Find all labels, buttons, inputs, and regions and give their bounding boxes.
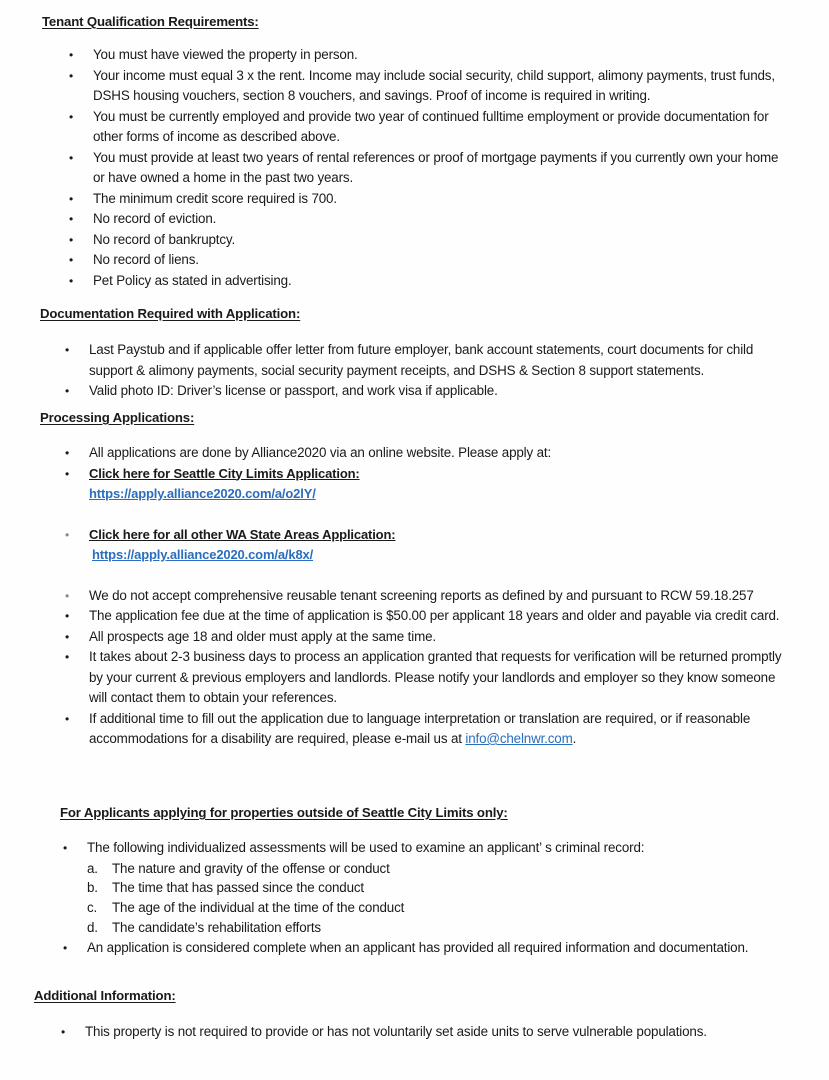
bullet-icon: • <box>64 527 70 542</box>
bullet-icon: • <box>62 940 68 955</box>
list-item: • The minimum credit score required is 700. <box>66 189 786 210</box>
bullet-icon: • <box>68 253 74 267</box>
bullet-icon: • <box>60 1025 66 1039</box>
bullet-icon: • <box>64 650 70 664</box>
list-item: • No record of liens. <box>66 250 786 271</box>
list-item: • Last Paystub and if applicable offer letter from future employer, bank account statements, court documents for child support & alimony payments, social security payment receipts, and DSHS & Section 8 support statements. <box>62 340 792 381</box>
outside-seattle-list <box>60 838 780 958</box>
bullet-icon: • <box>64 384 70 398</box>
bullet-icon: • <box>64 609 70 623</box>
list-item-seattle-application <box>62 464 792 505</box>
list-item: • You must provide at least two years of rental references or proof of mortgage payments if you currently own your home or have owned a home in the past two years. <box>66 148 786 189</box>
wa-application-url[interactable]: https://apply.alliance2020.com/a/k8x/ <box>92 547 314 562</box>
list-item: • It takes about 2-3 business days to process an application granted that requests for verification will be returned promptly by your current & previous employers and landlords. Please notify your landlords and employer so they know someone will contact them to obtain your references. <box>62 647 792 709</box>
assessment-item: c. The age of the individual at the time of the conduct <box>87 900 405 916</box>
list-item: • Pet Policy as stated in advertising. <box>66 271 786 292</box>
bullet-icon: • <box>64 446 70 460</box>
heading-outside-seattle: For Applicants applying for properties outside of Seattle City Limits only: <box>60 805 508 820</box>
tenant-requirements-list <box>66 45 786 291</box>
list-item: • The application fee due at the time of application is $50.00 per applicant 18 years and older and payable via credit card. <box>62 606 792 627</box>
additional-information-list <box>58 1022 798 1043</box>
bullet-icon: • <box>64 343 70 357</box>
bullet-icon: • <box>64 466 70 481</box>
list-item: • This property is not required to provide or has not voluntarily set aside units to serve vulnerable populations. <box>58 1022 798 1043</box>
list-item: • All prospects age 18 and older must apply at the same time. <box>62 627 792 648</box>
list-item-wa-application <box>62 525 792 566</box>
assessment-item: d. The candidate’s rehabilitation efforts <box>87 919 321 935</box>
list-item: • We do not accept comprehensive reusable tenant screening reports as defined by and pursuant to RCW 59.18.257 <box>62 586 792 607</box>
list-item: • You must be currently employed and provide two year of continued fulltime employment or provide documentation for other forms of income as described above. <box>66 107 786 148</box>
bullet-icon: • <box>68 232 74 247</box>
heading-additional-information: Additional Information: <box>34 988 176 1003</box>
heading-tenant-qualification: Tenant Qualification Requirements: <box>42 14 259 29</box>
bullet-icon: • <box>64 588 70 603</box>
assessment-item: b. The time that has passed since the conduct <box>87 880 364 896</box>
bullet-icon: • <box>68 109 74 124</box>
list-item-assessments: • The following individualized assessments will be used to examine an applicant’ s criminal record: a. The nature and gravity of the offense or conduct b. The time that has passed since the conduct c. The age of the individual at the time of the conduct d. The candidate’s rehabilitation efforts <box>60 838 780 938</box>
bullet-icon: • <box>68 191 74 206</box>
heading-documentation-required: Documentation Required with Application: <box>40 306 301 321</box>
list-item: • Your income must equal 3 x the rent. Income may include social security, child support, alimony payments, trust funds, DSHS housing vouchers, section 8 vouchers, and savings. Proof of income is required in writing. <box>66 66 786 107</box>
list-item: • An application is considered complete when an applicant has provided all required information and documentation. <box>60 938 780 959</box>
list-item: • No record of bankruptcy. <box>66 230 786 251</box>
contact-email-link[interactable]: info@chelnwr.com <box>465 731 573 746</box>
processing-list <box>62 443 792 750</box>
bullet-icon: • <box>64 629 70 644</box>
list-item: • No record of eviction. <box>66 209 786 230</box>
bullet-icon: • <box>68 68 74 83</box>
bullet-icon: • <box>68 273 74 288</box>
list-item: • Valid photo ID: Driver’s license or passport, and work visa if applicable. <box>62 381 792 402</box>
heading-processing-applications: Processing Applications: <box>40 410 195 425</box>
bullet-icon: • <box>68 48 74 62</box>
bullet-icon: • <box>68 150 74 165</box>
seattle-application-link-label[interactable]: Click here for Seattle City Limits Application: <box>89 465 360 481</box>
list-item: • You must have viewed the property in person. <box>66 45 786 66</box>
list-item: • All applications are done by Alliance2020 via an online website. Please apply at: <box>62 443 792 464</box>
list-item-accommodations: • If additional time to fill out the application due to language interpretation or translation are required, or if reasonable accommodations for a disability are required, please e-mail us at info@chelnwr.com. <box>62 709 792 750</box>
bullet-icon: • <box>68 212 74 226</box>
seattle-application-url[interactable]: https://apply.alliance2020.com/a/o2lY/ <box>89 486 316 501</box>
bullet-icon: • <box>62 841 68 855</box>
assessment-criteria-list <box>87 859 780 938</box>
wa-application-link-label[interactable]: Click here for all other WA State Areas Application: <box>89 526 396 542</box>
bullet-icon: • <box>64 711 70 726</box>
assessment-item: a. The nature and gravity of the offense or conduct <box>87 860 390 876</box>
documentation-list <box>62 340 792 402</box>
